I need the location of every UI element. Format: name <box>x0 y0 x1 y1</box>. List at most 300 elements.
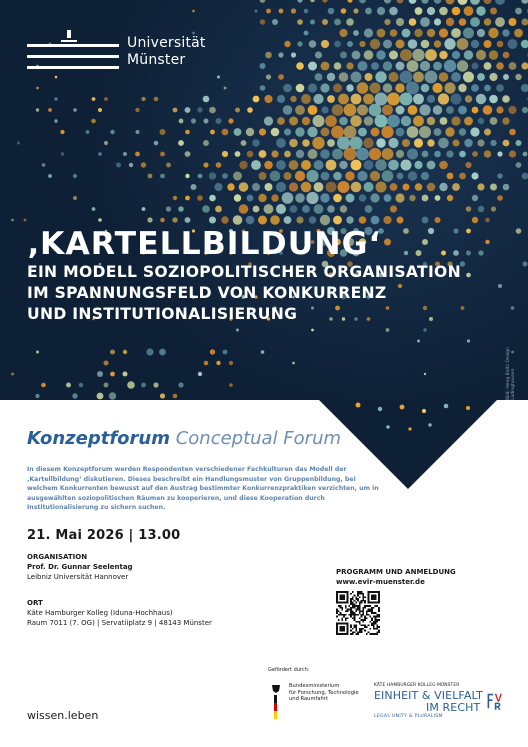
decorative-dot <box>485 218 490 223</box>
decorative-dot <box>185 151 191 157</box>
qr-module <box>378 591 380 603</box>
khk-logo[interactable] <box>374 683 502 719</box>
decorative-dot <box>463 72 474 83</box>
qr-module <box>366 626 368 628</box>
qr-module <box>362 621 364 623</box>
qr-module <box>348 609 350 611</box>
qr-module <box>355 624 357 626</box>
decorative-dot <box>66 383 71 388</box>
decorative-dot <box>377 29 386 38</box>
decorative-dot <box>447 195 453 201</box>
qr-module <box>368 605 370 607</box>
qr-module <box>354 607 356 609</box>
decorative-dot <box>396 40 405 49</box>
decorative-dot <box>227 183 234 190</box>
decorative-dot <box>209 172 216 179</box>
decorative-dot <box>36 87 39 90</box>
decorative-dot <box>296 216 303 223</box>
main-title: ‚KARTELLBILDUNG‘ <box>27 226 382 262</box>
decorative-dot <box>467 339 470 342</box>
decorative-dot <box>414 161 422 169</box>
qr-module <box>368 591 380 593</box>
decorative-dot <box>233 215 243 225</box>
qr-module <box>355 628 357 630</box>
decorative-dot <box>202 205 210 213</box>
qr-module <box>355 626 357 628</box>
decorative-dot <box>484 150 491 157</box>
decorative-dot <box>440 117 448 125</box>
decorative-dot <box>320 83 329 92</box>
qr-module <box>354 631 356 633</box>
decorative-dot <box>424 373 426 375</box>
decorative-dot <box>358 61 368 71</box>
decorative-dot <box>271 128 280 137</box>
decorative-dot <box>515 74 521 80</box>
qr-module <box>359 630 361 632</box>
decorative-dot <box>476 94 486 104</box>
decorative-dot <box>272 19 278 25</box>
decorative-dot <box>289 117 298 126</box>
qr-module <box>357 591 359 593</box>
decorative-dot <box>296 150 304 158</box>
qr-module <box>362 593 364 595</box>
decorative-dot <box>261 350 265 354</box>
qr-module <box>362 609 364 611</box>
decorative-dot <box>110 130 114 134</box>
university-logo[interactable] <box>27 28 206 76</box>
decorative-dot <box>234 128 242 136</box>
decorative-dot <box>457 38 469 50</box>
decorative-dot <box>11 219 14 222</box>
decorative-dot <box>346 216 353 223</box>
qr-module <box>345 605 347 607</box>
decorative-dot <box>236 329 239 332</box>
qr-module <box>355 605 357 607</box>
qr-module <box>376 624 378 626</box>
decorative-dot <box>321 40 329 48</box>
decorative-dot <box>406 82 419 95</box>
decorative-dot <box>127 381 135 389</box>
decorative-dot <box>332 104 344 116</box>
decorative-dot <box>396 128 405 137</box>
qr-module <box>350 593 352 595</box>
decorative-dot <box>346 18 354 26</box>
qr-module <box>369 616 371 618</box>
decorative-dot <box>350 137 363 150</box>
qr-module <box>369 610 371 612</box>
qr-module <box>341 619 343 621</box>
decorative-dot <box>497 41 504 48</box>
decorative-dot <box>497 151 502 156</box>
decorative-dot <box>97 371 103 377</box>
decorative-dot <box>465 162 471 168</box>
decorative-dot <box>283 105 293 115</box>
decorative-dot <box>123 152 127 156</box>
decorative-dot <box>192 10 195 13</box>
qr-module <box>354 614 356 616</box>
decorative-dot <box>48 108 52 112</box>
qr-module <box>362 598 364 600</box>
qr-module <box>347 617 349 619</box>
decorative-dot <box>425 71 438 84</box>
decorative-dot <box>42 163 46 167</box>
decorative-dot <box>401 160 412 171</box>
qr-module <box>378 609 380 611</box>
decorative-dot <box>234 194 241 201</box>
decorative-dot <box>178 382 183 387</box>
decorative-dot <box>276 182 286 192</box>
program-url[interactable]: www.evir-muenster.de <box>336 578 425 586</box>
decorative-dot <box>497 195 503 201</box>
qr-module <box>352 591 354 593</box>
decorative-dot <box>326 160 337 171</box>
qr-module <box>350 600 352 602</box>
decorative-dot <box>435 195 441 201</box>
decorative-dot <box>203 96 210 103</box>
qr-module <box>373 621 375 623</box>
decorative-dot <box>397 217 404 224</box>
decorative-dot <box>402 29 411 38</box>
decorative-dot <box>260 85 266 91</box>
qr-module <box>357 633 359 635</box>
qr-module <box>338 614 340 616</box>
qr-module <box>336 591 348 593</box>
qr-module <box>355 598 357 600</box>
decorative-dot <box>159 349 166 356</box>
organisation-block <box>27 552 133 582</box>
decorative-dot <box>382 105 393 116</box>
decorative-dot <box>478 206 484 212</box>
decorative-dot <box>439 72 449 82</box>
decorative-dot <box>465 95 472 102</box>
qr-module <box>373 607 375 609</box>
decorative-dot <box>490 184 497 191</box>
decorative-dot <box>228 118 233 123</box>
decorative-dot <box>197 107 202 112</box>
decorative-dot <box>489 95 498 104</box>
decorative-dot <box>415 183 423 191</box>
qr-module <box>376 616 378 618</box>
decorative-dot <box>334 19 341 26</box>
qr-module <box>376 614 378 616</box>
decorative-dot <box>302 205 310 213</box>
decorative-dot <box>229 361 233 365</box>
decorative-dot <box>484 18 491 25</box>
decorative-dot <box>464 117 473 126</box>
decorative-dot <box>395 83 404 92</box>
decorative-dot <box>433 62 442 71</box>
decorative-dot <box>204 361 209 366</box>
decorative-dot <box>265 183 273 191</box>
decorative-dot <box>252 183 260 191</box>
decorative-dot <box>496 106 503 113</box>
decorative-dot <box>452 7 461 16</box>
decorative-dot <box>446 18 454 26</box>
decorative-dot <box>203 162 208 167</box>
decorative-dot <box>464 50 473 59</box>
decorative-dot <box>496 62 504 70</box>
decorative-dot <box>457 60 468 71</box>
decorative-dot <box>459 128 466 135</box>
decorative-dot <box>309 40 317 48</box>
decorative-dot <box>92 207 96 211</box>
decorative-dot <box>503 74 509 80</box>
qr-module <box>352 605 354 607</box>
decorative-dot <box>142 207 146 211</box>
organiser-name: Prof. Dr. Gunnar Seelentag <box>27 563 133 571</box>
decorative-dot <box>135 152 140 157</box>
decorative-dot <box>358 128 367 137</box>
qr-module <box>361 610 363 612</box>
decorative-dot <box>260 63 266 69</box>
venue-line-2: Raum 7011 (7. OG) | Servatiiplatz 9 | 48143 Münster <box>27 619 212 627</box>
decorative-dot <box>259 150 267 158</box>
decorative-dot <box>185 130 190 135</box>
decorative-dot <box>48 174 52 178</box>
qr-module <box>340 612 342 614</box>
decorative-dot <box>215 206 222 213</box>
qr-module <box>348 614 350 616</box>
decorative-dot <box>383 40 392 49</box>
qr-module <box>368 609 370 611</box>
khk-emblem-icon <box>486 690 502 712</box>
decorative-dot <box>320 149 330 159</box>
qr-module <box>375 617 377 619</box>
decorative-dot <box>422 195 429 202</box>
decorative-dot <box>172 217 177 222</box>
decorative-dot <box>255 10 258 13</box>
qr-module <box>345 614 347 616</box>
decorative-dot <box>337 137 350 150</box>
decorative-dot <box>414 29 422 37</box>
decorative-dot <box>73 196 77 200</box>
decorative-dot <box>321 106 328 113</box>
decorative-dot <box>334 62 342 70</box>
decorative-dot <box>444 60 456 72</box>
qr-module <box>361 593 363 595</box>
decorative-dot <box>466 229 471 234</box>
decorative-dot <box>271 150 278 157</box>
decorative-dot <box>322 19 328 25</box>
decorative-dot <box>284 172 292 180</box>
decorative-dot <box>340 205 347 212</box>
decorative-dot <box>464 6 474 16</box>
decorative-dot <box>191 118 196 123</box>
decorative-dot <box>408 105 418 115</box>
qr-module <box>378 619 380 621</box>
decorative-dot <box>369 104 382 117</box>
decorative-dot <box>444 82 455 93</box>
qr-module <box>362 619 364 621</box>
decorative-dot <box>97 393 104 400</box>
university-line2: Münster <box>127 52 186 68</box>
qr-code[interactable] <box>336 591 380 635</box>
decorative-dot <box>160 129 166 135</box>
decorative-dot <box>216 361 220 365</box>
decorative-dot <box>109 392 116 399</box>
decorative-dot <box>357 171 367 181</box>
decorative-dot <box>292 362 295 365</box>
decorative-dot <box>389 72 399 82</box>
decorative-dot <box>290 96 296 102</box>
decorative-dot <box>284 41 290 47</box>
decorative-dot <box>491 206 496 211</box>
decorative-dot <box>304 9 309 14</box>
qr-module <box>371 595 376 600</box>
decorative-dot <box>247 195 254 202</box>
decorative-dot <box>477 73 485 81</box>
decorative-dot <box>502 95 510 103</box>
intro-text: In diesem Konzeptforum werden Respondenten verschiedener Fachkulturen das Modell der ‚Kartellbildung‘ diskutieren. Dieses beschreibt ein Handlungsmuster von Gruppenbildung, bei welchem Konkurrenten bewusst auf den Austrag bestimmter Konkurrenzpraktiken verzichten, um in ausgewählten soziopolitischen Räumen zu kooperieren, und diese Kooperation durch Institutionalisierung zu sichern suchen. <box>27 466 379 512</box>
qr-module <box>359 621 361 623</box>
decorative-dot <box>427 117 435 125</box>
decorative-dot <box>451 94 462 105</box>
decorative-dot <box>439 28 448 37</box>
decorative-dot <box>123 372 128 377</box>
qr-module <box>368 614 370 616</box>
program-label: PROGRAMM UND ANMELDUNG <box>336 568 456 576</box>
decorative-dot <box>472 107 479 114</box>
decorative-dot <box>427 161 436 170</box>
decorative-dot <box>389 7 398 16</box>
qr-module <box>359 631 361 633</box>
qr-module <box>373 628 375 630</box>
decorative-dot <box>160 218 165 223</box>
decorative-dot <box>295 105 305 115</box>
qr-module <box>361 600 363 602</box>
decorative-dot <box>412 49 424 61</box>
decorative-dot <box>421 40 430 49</box>
decorative-dot <box>369 148 381 160</box>
qr-module <box>369 609 371 611</box>
qr-module <box>359 591 361 593</box>
decorative-dot <box>397 173 404 180</box>
decorative-dot <box>306 192 318 204</box>
decorative-dot <box>235 151 241 157</box>
qr-module <box>354 617 356 619</box>
decorative-dot <box>427 139 434 146</box>
decorative-dot <box>422 151 429 158</box>
qr-module <box>357 593 359 595</box>
decorative-dot <box>258 194 266 202</box>
decorative-dot <box>11 373 14 376</box>
decorative-dot <box>333 84 342 93</box>
decorative-dot <box>282 192 294 204</box>
decorative-dot <box>241 140 247 146</box>
decorative-dot <box>459 173 466 180</box>
decorative-dot <box>271 194 278 201</box>
qr-module <box>373 624 375 626</box>
qr-module <box>336 609 338 611</box>
decorative-dot <box>284 216 292 224</box>
decorative-dot <box>400 93 413 106</box>
decorative-dot <box>365 73 373 81</box>
qr-module <box>359 605 361 607</box>
qr-module <box>368 624 370 626</box>
qr-module <box>375 616 377 618</box>
decorative-dot <box>185 174 189 178</box>
qr-module <box>352 602 354 604</box>
decorative-dot <box>216 118 222 124</box>
decorative-dot <box>453 140 460 147</box>
decorative-dot <box>233 172 242 181</box>
decorative-dot <box>446 106 454 114</box>
decorative-dot <box>408 39 418 49</box>
qr-module <box>340 595 345 600</box>
qr-module <box>350 630 352 632</box>
decorative-dot <box>375 71 386 82</box>
decorative-dot <box>54 119 57 122</box>
qr-module <box>378 631 380 633</box>
decorative-dot <box>503 52 510 59</box>
decorative-dot <box>484 129 491 136</box>
qr-module <box>361 616 363 618</box>
qr-module <box>373 616 375 618</box>
decorative-dot <box>375 115 388 128</box>
qr-module <box>376 631 378 633</box>
qr-module <box>364 596 366 598</box>
decorative-dot <box>313 115 325 127</box>
decorative-dot <box>490 140 496 146</box>
university-emblem-icon <box>27 28 119 76</box>
decorative-dot <box>110 350 115 355</box>
qr-module <box>352 631 354 633</box>
decorative-dot <box>353 30 359 36</box>
qr-module <box>347 591 349 603</box>
decorative-dot <box>503 140 510 147</box>
qr-module <box>371 617 373 619</box>
decorative-dot <box>484 40 492 48</box>
qr-module <box>355 633 357 635</box>
decorative-dot <box>333 194 342 203</box>
qr-module <box>361 628 363 630</box>
decorative-dot <box>375 159 386 170</box>
decorative-dot <box>470 127 479 136</box>
decorative-dot <box>407 126 419 138</box>
qr-module <box>362 600 364 602</box>
decorative-dot <box>222 173 228 179</box>
decorative-dot <box>477 183 484 190</box>
qr-module <box>340 607 342 609</box>
decorative-dot <box>86 130 90 134</box>
decorative-dot <box>55 76 58 79</box>
decorative-dot <box>141 383 146 388</box>
forum-title <box>27 428 341 449</box>
qr-module <box>350 616 352 618</box>
khk-title <box>374 690 483 713</box>
decorative-dot <box>216 162 222 168</box>
decorative-dot <box>247 107 253 113</box>
decorative-dot <box>345 171 354 180</box>
qr-module <box>361 624 363 626</box>
qr-module <box>361 602 363 604</box>
decorative-dot <box>351 182 362 193</box>
qr-module <box>354 624 356 626</box>
venue-line-1: Käte Hamburger Kolleg (Iduna-Hochhaus) <box>27 609 173 617</box>
khk-subtitle: LEGAL UNITY & PLURALISM <box>374 714 443 719</box>
decorative-dot <box>308 149 318 159</box>
qr-module <box>347 610 349 612</box>
decorative-dot <box>136 130 140 134</box>
qr-module <box>378 630 380 632</box>
decorative-dot <box>439 183 447 191</box>
decorative-dot <box>147 217 152 222</box>
decorative-dot <box>160 174 165 179</box>
decorative-dot <box>478 250 483 255</box>
decorative-dot <box>308 105 318 115</box>
bmbf-logo[interactable] <box>268 683 369 723</box>
qr-module <box>352 603 354 605</box>
